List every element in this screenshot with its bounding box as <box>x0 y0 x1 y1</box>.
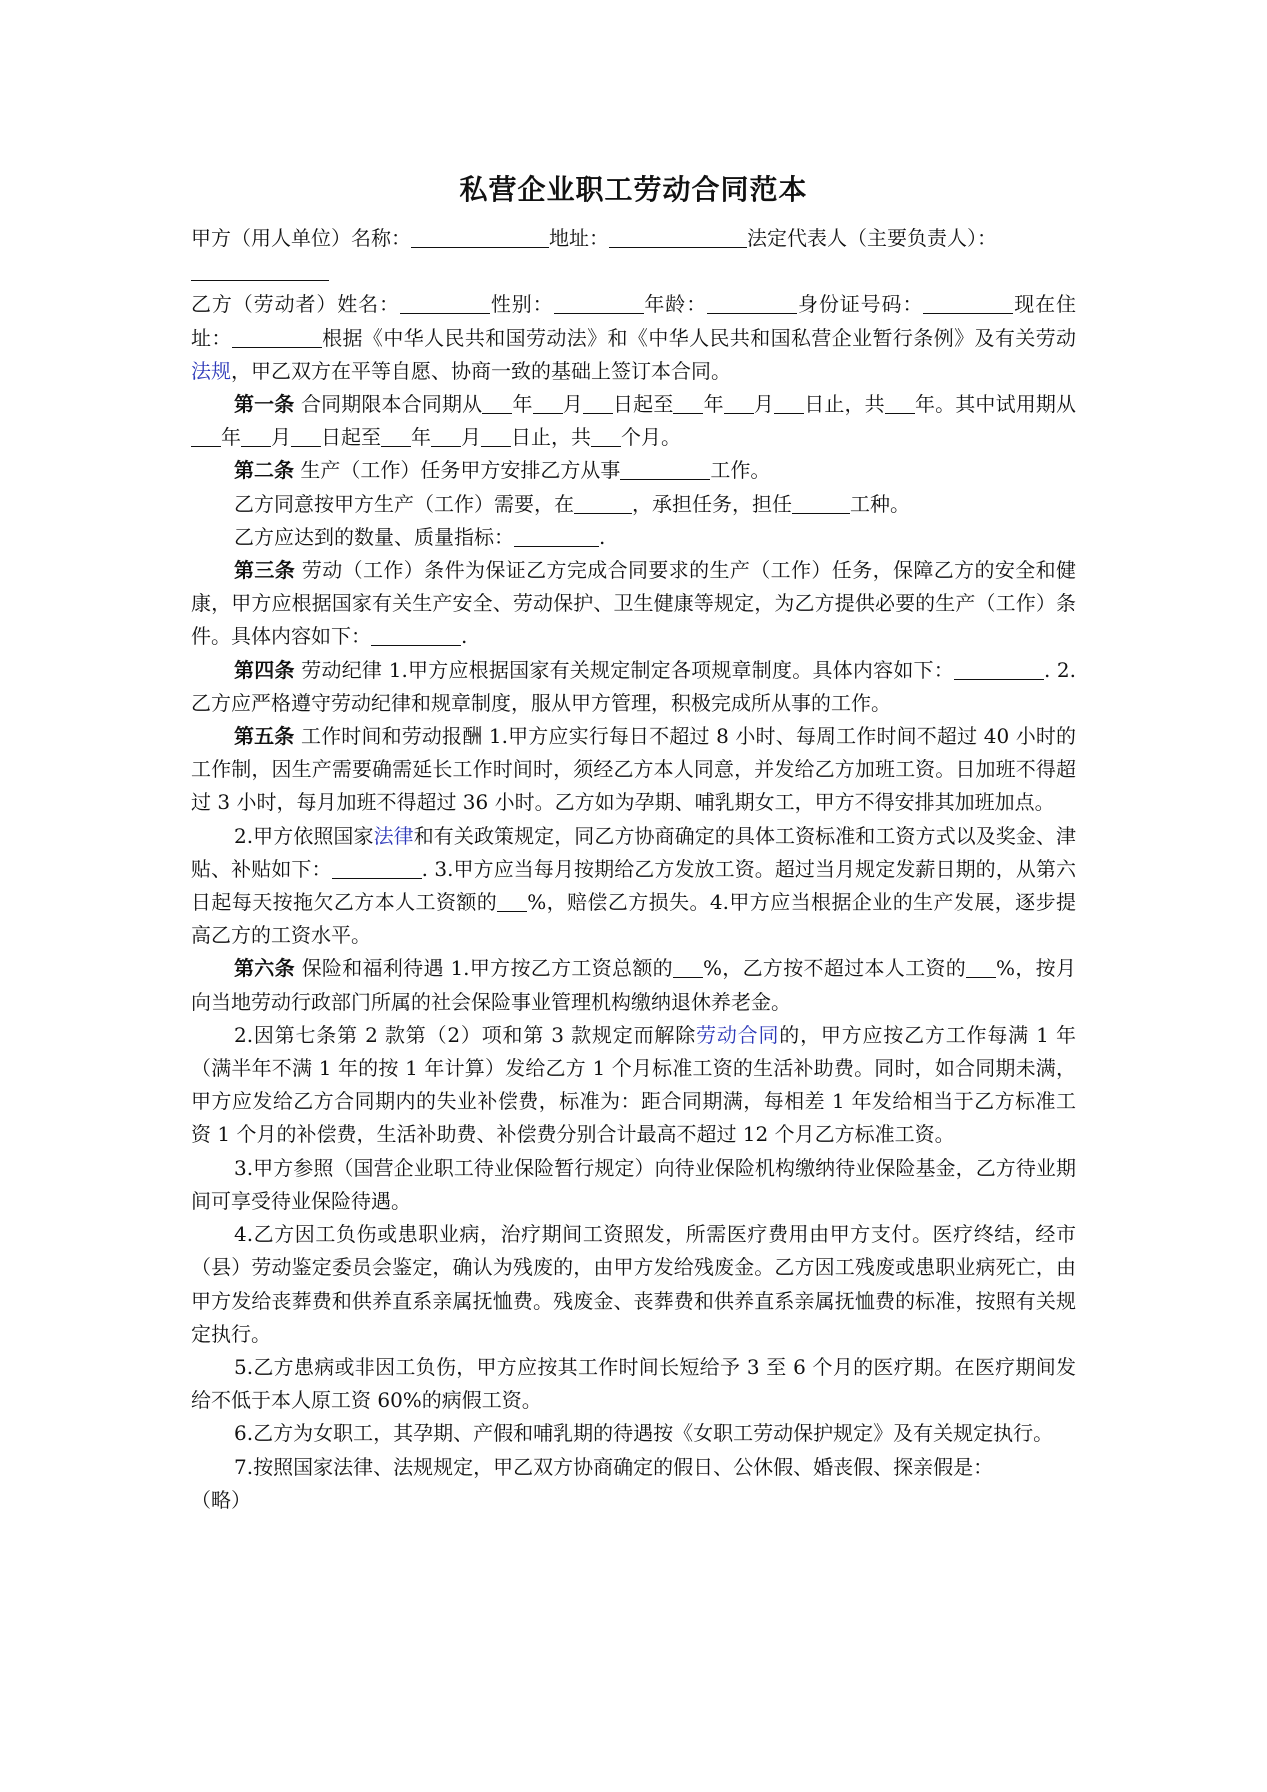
law-link[interactable]: 法律 <box>373 823 414 848</box>
article-6-para-7: 7.按照国家法律、法规规定，甲乙双方协商确定的假日、公休假、婚丧假、探亲假是： （略） <box>191 1454 994 1512</box>
party-a-line: 甲方（用人单位）名称： 地址： 法定代表人（主要负责人）： <box>191 222 1076 288</box>
article-2-heading: 第二条 <box>234 458 294 483</box>
article-4: 第四条 劳动纪律 1.甲方应根据国家有关规定制定各项规章制度。具体内容如下： . 2.乙方应严格遵守劳动纪律和规章制度，服从甲方管理，积极完成所从事的工作。 <box>191 657 1077 715</box>
article-3-heading: 第三条 <box>234 558 296 583</box>
article-4-heading: 第四条 <box>234 657 295 682</box>
document-body <box>191 222 1076 1517</box>
article-5: 第五条 工作时间和劳动报酬 1.甲方应实行每日不超过 8 小时、每周工作时间不超过 40 小时的工作制，因生产需要确需延长工作时间时，须经乙方本人同意，并发给乙方加班工资。日加班不得超过 3 小时，每月加班不得超过 36 小时。乙方如为孕期、哺乳期女工，甲方不得安排其加班加点。 <box>191 724 1077 815</box>
article-6: 第六条 保险和福利待遇 1.甲方按乙方工资总额的 %，乙方按不超过本人工资的 %，按月向当地劳动行政部门所属的社会保险事业管理机构缴纳退休养老金。 <box>191 956 1076 1014</box>
article-5-heading: 第五条 <box>234 724 295 749</box>
article-6-para-2: 2.因第七条第 2 款第（2）项和第 3 款规定而解除劳动合同的，甲方应按乙方工作每满 1 年（满半年不满 1 年的按 1 年计算）发给乙方 1 个月标准工资的生活补助费。同时，如合同期未满，甲方应发给乙方合同期内的失业补偿费，标准为：距合同期满，每相差 1 年发给相当于乙方标准工资 1 个月的补偿费，生活补助费、补偿费分别合计最高不超过 12 个月乙方标准工资。 <box>191 1022 1077 1147</box>
article-2: 第二条 生产（工作）任务甲方安排乙方从事 工作。 <box>234 458 771 483</box>
article-5-para-2: 2.甲方依照国家法律和有关政策规定，同乙方协商确定的具体工资标准和工资方式以及奖金、津贴、补贴如下： . 3.甲方应当每月按期给乙方发放工资。超过当月规定发薪日期的，从第六日起每天按拖欠乙方本人工资额的 %，赔偿乙方损失。4.甲方应当根据企业的生产发展，逐步提高乙方的工资水平。 <box>191 823 1077 948</box>
article-3: 第三条 劳动（工作）条件为保证乙方完成合同要求的生产（工作）任务，保障乙方的安全和健康，甲方应根据国家有关生产安全、劳动保护、卫生健康等规定，为乙方提供必要的生产（工作）条件。具体内容如下： . <box>191 558 1077 649</box>
article-1: 第一条 合同期限本合同期从 年 月 日起至 年 月 日止，共 年。其中试用期从年 月 日起至 年 月 日止，共 个月。 <box>191 388 1076 454</box>
omitted-note: （略） <box>191 1487 251 1512</box>
party-a-address-blank <box>609 226 747 248</box>
party-b-name-blank <box>400 292 490 314</box>
labor-contract-link[interactable]: 劳动合同 <box>696 1022 780 1047</box>
regulations-link[interactable]: 法规 <box>191 358 231 383</box>
article-6-para-5: 5.乙方患病或非因工负伤，甲方应按其工作时间长短给予 3 至 6 个月的医疗期。在医疗期间发给不低于本人原工资 60%的病假工资。 <box>191 1354 1076 1413</box>
article-6-heading: 第六条 <box>234 956 295 981</box>
party-a-representative-blank <box>191 259 329 281</box>
article-2-para-2: 乙方同意按甲方生产（工作）需要，在 ，承担任务，担任 工种。 <box>234 491 910 516</box>
party-b-line: 乙方（劳动者）姓名： 性别： 年龄： 身份证号码： 现在住址： 根据《中华人民共和国劳动法》和《中华人民共和国私营企业暂行条例》及有关劳动法规，甲乙双方在平等自愿、协商一致的基础上签订本合同。 <box>191 292 1077 383</box>
article-6-para-3: 3.甲方参照（国营企业职工待业保险暂行规定）向待业保险机构缴纳待业保险基金，乙方待业期间可享受待业保险待遇。 <box>191 1155 1076 1213</box>
party-b-id-blank <box>923 292 1013 314</box>
article-2-para-3: 乙方应达到的数量、质量指标： . <box>234 524 606 549</box>
party-a-name-blank <box>411 226 549 248</box>
party-b-gender-blank <box>554 292 644 314</box>
article-6-para-4: 4.乙方因工负伤或患职业病，治疗期间工资照发，所需医疗费用由甲方支付。医疗终结，经市（县）劳动鉴定委员会鉴定，确认为残废的，由甲方发给残废金。乙方因工残废或患职业病死亡，由甲方发给丧葬费和供养直系亲属抚恤费。残废金、丧葬费和供养直系亲属抚恤费的标准，按照有关规定执行。 <box>191 1222 1076 1346</box>
article-6-para-6: 6.乙方为女职工，其孕期、产假和哺乳期的待遇按《女职工劳动保护规定》及有关规定执行。 <box>234 1421 1054 1446</box>
party-b-address-blank <box>232 326 322 348</box>
document-title: 私营企业职工劳动合同范本 <box>459 173 808 206</box>
party-b-age-blank <box>707 292 797 314</box>
article-1-heading: 第一条 <box>234 392 295 417</box>
